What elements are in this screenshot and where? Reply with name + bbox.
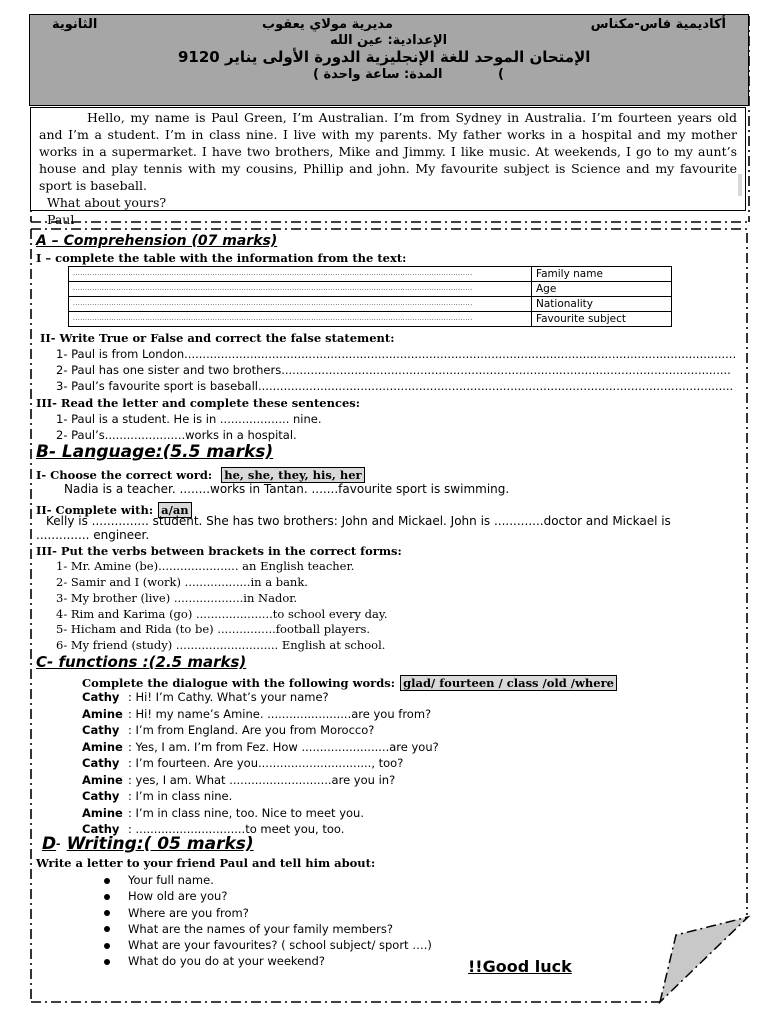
dialogue-text: : Hi! I’m Cathy. What’s your name? [128,690,329,704]
speaker: Amine [82,805,123,820]
bullet-text: What do you do at your weekend? [128,954,325,969]
dialogue-text: : Hi! my name’s Amine. .......................are you from? [128,706,432,721]
answer-cell[interactable]: ...................................................................................................................................................................... [69,297,532,312]
verb-item: 5- Hicham and Rida (to be) ................football players. [56,622,371,636]
complete-item: 2- Paul’s......................works in a hospital. [56,428,297,442]
table-row [69,312,672,327]
speaker: Amine [82,739,123,754]
list-item [104,921,432,937]
dialogue [82,689,439,838]
writing-bullets [104,872,432,970]
dialogue-text: : I’m in class nine. [128,789,233,803]
bullet-icon [104,926,110,932]
speaker: Cathy [82,822,120,836]
bullet-text: What are your favourites? ( school subject/ sport ….) [128,938,432,953]
word-box: a/an [158,502,191,518]
passage-signature: Paul [47,212,75,227]
bullet-icon [104,959,110,965]
duration-label: المدة: ساعة واحدة ) [313,67,443,82]
section-b-title: B- Language:(5.5 marks) [36,442,274,462]
info-table [68,266,672,327]
dialogue-text: : I’m fourteen. Are you..............................., too? [128,756,404,770]
passage-question: What about yours? [47,195,167,210]
speaker: Amine [82,772,123,787]
answer-cell[interactable]: ...................................................................................................................................................................... [69,282,532,297]
duration-paren: ) [498,67,504,82]
scrollbar[interactable] [738,174,742,196]
pronoun-sentence: Nadia is a teacher. ........works in Tantan. .......favourite sport is swimming. [64,482,510,496]
speaker: Cathy [82,690,120,704]
word-box: glad/ fourteen / class /old /where [400,675,617,691]
exam-header [29,14,749,106]
speaker: Cathy [82,756,120,770]
table-row [69,282,672,297]
verb-item: 3- My brother (live) ...................in Nador. [56,591,298,605]
bullet-icon [104,910,110,916]
dialogue-line [82,772,439,789]
true-false-item: 2- Paul has one sister and two brothers........................................................................................................................... [56,363,731,377]
dialogue-line [82,689,439,706]
bullet-text: What are the names of your family members? [128,921,393,936]
verb-item: 2- Samir and I (work) ..................in a bank. [56,575,308,589]
dialogue-text: : I’m in class nine, too. Nice to meet you. [128,805,364,820]
section-d-instruction: Write a letter to your friend Paul and tell him about: [36,856,376,870]
section-c-title: C- functions :(2.5 marks) [36,653,247,671]
dialogue-line [82,706,439,723]
list-item [104,888,432,904]
speaker: Cathy [82,789,120,803]
table-row [69,297,672,312]
dialogue-text: : yes, I am. What ............................are you in? [128,772,396,787]
dialogue-line [82,739,439,756]
section-b-q1-label: I- Choose the correct word: [36,468,213,482]
section-a-q2: II- Write True or False and correct the false statement: [40,331,395,345]
page-curl-icon [660,917,748,1002]
section-b-q2-label: II- Complete with: [36,503,154,517]
dialogue-text: : Yes, I am. I’m from Fez. How ........................are you? [128,739,439,754]
word-box: he, she, they, his, her [221,467,364,483]
complete-item: 1- Paul is a student. He is in ................... nine. [56,412,322,426]
verb-item: 4- Rim and Karima (go) .....................to school every day. [56,607,388,621]
school-label: الإعدادية: عين الله [330,33,448,48]
dialogue-instruction: Complete the dialogue with the following words: [82,676,395,690]
section-d-dash: - [56,837,61,851]
row-label: Age [532,282,672,297]
good-luck-text: !!Good luck [468,957,572,976]
section-a-q3: III- Read the letter and complete these sentences: [36,396,360,410]
row-label: Nationality [532,297,672,312]
bullet-icon [104,943,110,949]
verb-item: 1- Mr. Amine (be)...................... an English teacher. [56,559,355,573]
section-d-heading: Writing:( 05 marks) [66,834,254,854]
article-line: Kelly is ............... student. She has two brothers: John and Mickael. John is .............doctor and Mickael is [46,514,671,528]
bullet-icon [104,894,110,900]
bullet-icon [104,878,110,884]
bullet-text: Where are you from? [128,905,249,920]
section-a-q1: I – complete the table with the information from the text: [36,251,407,265]
reading-passage [30,107,746,227]
section-a-title: A – Comprehension (07 marks) [36,233,278,249]
speaker: Amine [82,706,123,721]
true-false-item: 3- Paul’s favourite sport is baseball.................................................................................................................................. [56,379,734,393]
dialogue-line [82,788,439,805]
true-false-item: 1- Paul is from London....................................................................................................................................................... [56,347,737,361]
section-b-q1 [36,464,365,483]
list-item [104,905,432,921]
list-item [104,953,432,969]
directorate-label: مديرية مولاي يعقوب [262,17,393,32]
verb-item: 6- My friend (study) ............................ English at school. [56,638,386,652]
exam-title: الإمتحان الموحد للغة الإنجليزية الدورة الأولى يناير 9120 [178,48,591,66]
dialogue-line [82,722,439,739]
section-d-title [42,834,254,854]
dialogue-line [82,805,439,822]
section-b-q3: III- Put the verbs between brackets in the correct forms: [36,544,402,558]
bullet-text: How old are you? [128,889,228,904]
section-d-letter: D [42,834,57,854]
row-label: Family name [532,267,672,282]
table-row [69,267,672,282]
academy-label: أكاديمية فاس-مكناس [590,17,726,32]
dialogue-text: : I’m from England. Are you from Morocco? [128,723,375,737]
dialogue-text: : ..............................to meet you, too. [128,822,345,836]
list-item [104,872,432,888]
article-line: .............. engineer. [36,528,150,542]
row-label: Favourite subject [532,312,672,327]
list-item [104,937,432,953]
dialogue-line [82,755,439,772]
answer-cell[interactable]: ...................................................................................................................................................................... [69,267,532,282]
school-type-label: الثانوية [52,17,98,32]
speaker: Cathy [82,723,120,737]
passage-paragraph: Hello, my name is Paul Green, I’m Australian. I’m from Sydney in Australia. I’m fourteen years old and I’m a student. I’m in class nine. I live with my parents. My father works in a hospital and my mother works in a supermarket. I have two brothers, Mike and Jimmy. I like music. At weekends, I go to my aunt’s house and play tennis with my cousins, Phillip and john. My favourite subject is Science and my favourite sport is baseball. [39,110,737,193]
bullet-text: Your full name. [128,873,214,887]
answer-cell[interactable]: ...................................................................................................................................................................... [69,312,532,327]
